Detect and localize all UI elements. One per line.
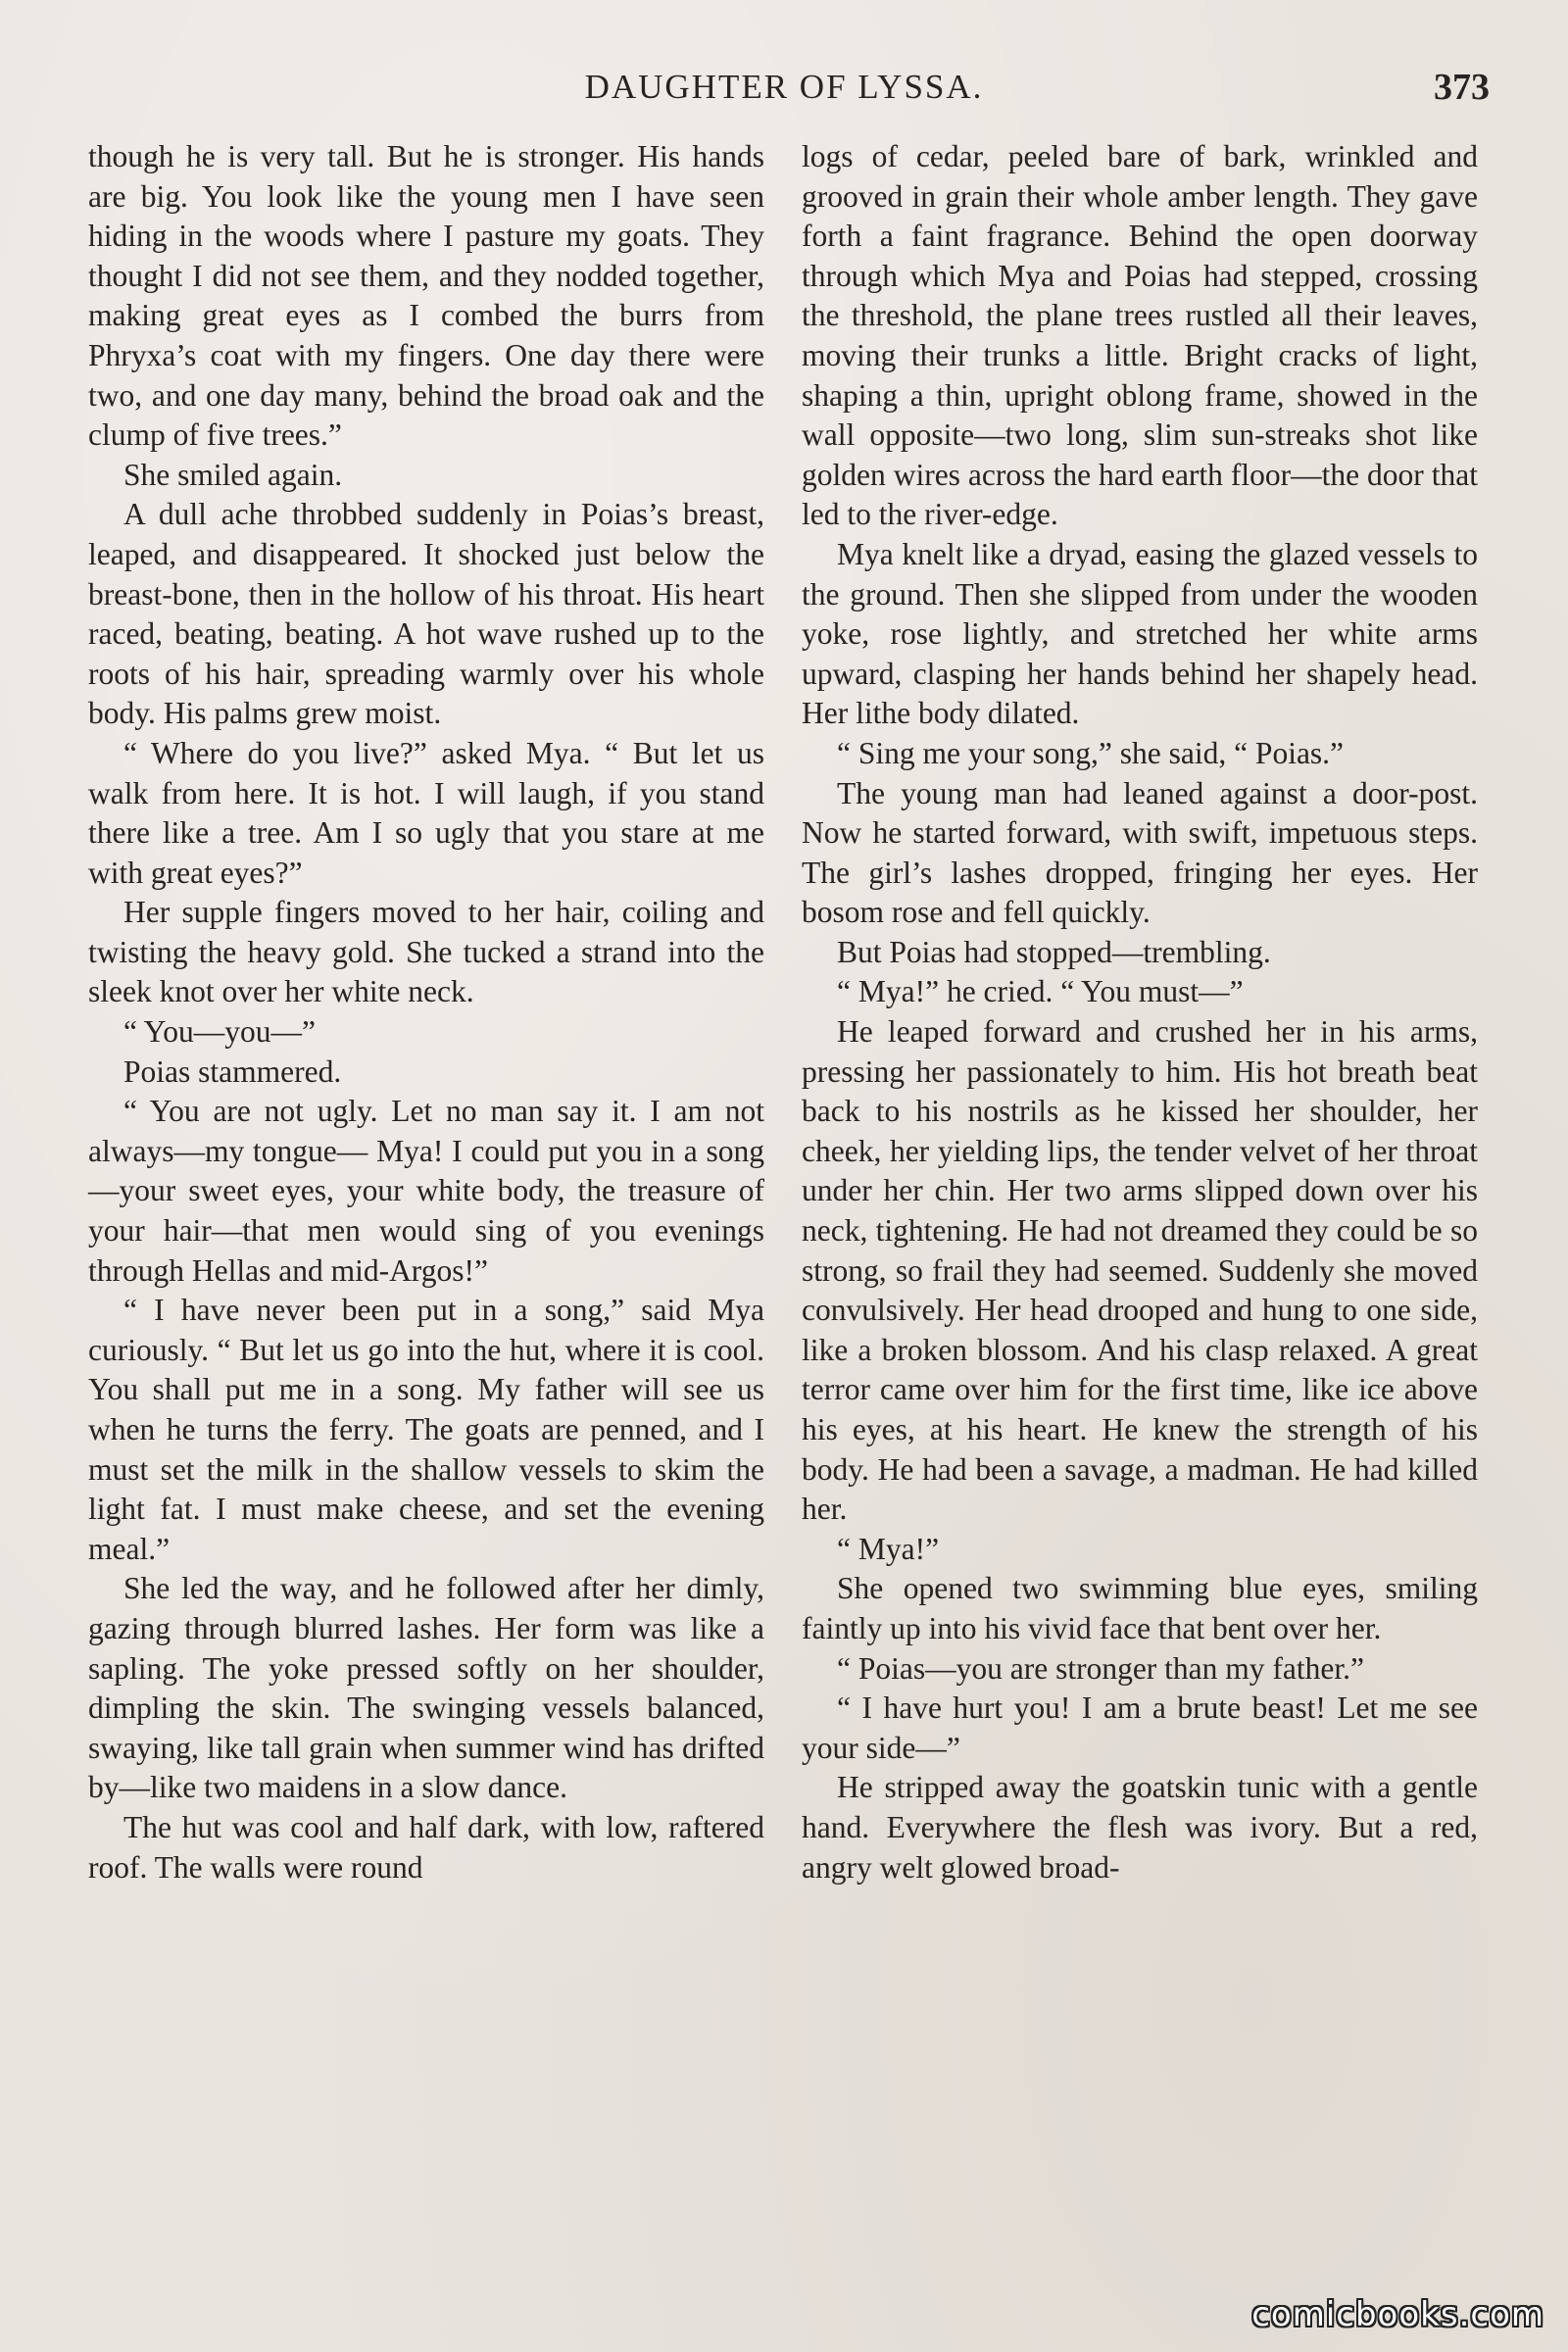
paragraph: “ Where do you live?” asked Mya. “ But let us walk from here. It is hot. I will laugh, if you stand there like a tree. Am I so ugly that you stare at me with great eyes?” bbox=[88, 735, 764, 890]
paragraph: “ Poias—you are stronger than my father.” bbox=[837, 1650, 1364, 1686]
paragraph: Poias stammered. bbox=[123, 1054, 342, 1089]
paragraph: She smiled again. bbox=[123, 457, 343, 492]
paragraph: But Poias had stopped—trembling. bbox=[837, 934, 1271, 969]
paragraph: “ Mya!” he cried. “ You must—” bbox=[837, 974, 1244, 1009]
running-title: DAUGHTER OF LYSSA. bbox=[584, 68, 984, 106]
paragraph: She led the way, and he followed after her dimly, gazing through blurred lashes. Her form was like a sapling. The yoke pressed softly on her shoulder, dimpling the skin. The swinging vessels balanced, swaying, like tall grain when summer wind has drifted by—like two maidens in a slow dance. bbox=[88, 1571, 764, 1805]
page-number: 373 bbox=[1434, 67, 1490, 108]
paragraph: “ You—you—” bbox=[123, 1014, 317, 1050]
paragraph: Mya knelt like a dryad, easing the glazed vessels to the ground. Then she slipped from under the wooden yoke, rose lightly, and stretched her white arms upward, clasping her hands behind her shapely head. Her lithe body dilated. bbox=[802, 536, 1478, 731]
paragraph: The hut was cool and half dark, with low, raftered roof. The walls were round bbox=[88, 1809, 764, 1885]
paragraph: “ Sing me your song,” she said, “ Poias.” bbox=[837, 735, 1345, 770]
paragraph: A dull ache throbbed suddenly in Poias’s breast, leaped, and disappeared. It shocked just below the breast-bone, then in the hollow of his throat. His heart raced, beating, beating. A hot wave rushed up to the roots of his hair, spreading warmly over his whole body. His palms grew moist. bbox=[88, 497, 764, 731]
running-header bbox=[78, 65, 1490, 110]
paragraph: The young man had leaned against a door-post. Now he started forward, with swift, impetuous steps. The girl’s lashes dropped, fringing her eyes. Her bosom rose and fell quickly. bbox=[802, 775, 1478, 930]
paragraph: though he is very tall. But he is stronger. His hands are big. You look like the young men I have seen hiding in the woods where I pasture my goats. They thought I did not see them, and they nodded together, making great eyes as I combed the burrs from Phryxa’s coat with my fingers. One day there were two, and one day many, behind the broad oak and the clump of five trees.” bbox=[88, 139, 764, 453]
paragraph: He stripped away the goatskin tunic with a gentle hand. Everywhere the flesh was ivory. But a red, angry welt glowed broad- bbox=[802, 1770, 1478, 1885]
left-text-column bbox=[88, 137, 764, 1887]
paragraph: He leaped forward and crushed her in his arms, pressing her passionately to him. His hot breath beat back to his nostrils as he kissed her shoulder, her cheek, her yielding lips, the tender velvet of her throat under her chin. Her two arms slipped down over his neck, tightening. He had not dreamed they could be so strong, so frail they had seemed. Suddenly she moved convulsively. Her head drooped and hung to one side, like a broken blossom. And his clasp relaxed. A great terror came over him for the first time, like ice above his eyes, at his heart. He knew the strength of his body. He had been a savage, a madman. He had killed her. bbox=[802, 1014, 1478, 1527]
paragraph: She opened two swimming blue eyes, smiling faintly up into his vivid face that bent over her. bbox=[802, 1571, 1478, 1645]
paragraph: “ I have never been put in a song,” said Mya curiously. “ But let us go into the hut, where it is cool. You shall put me in a song. My father will see us when he turns the ferry. The goats are penned, and I must set the milk in the shallow vessels to skim the light fat. I must make cheese, and set the evening meal.” bbox=[88, 1293, 764, 1566]
paragraph: “ I have hurt you! I am a brute beast! Let me see your side—” bbox=[802, 1690, 1478, 1765]
paragraph: “ Mya!” bbox=[837, 1531, 940, 1566]
source-watermark: comicbooks.com bbox=[1251, 2295, 1544, 2334]
paragraph: logs of cedar, peeled bare of bark, wrinkled and grooved in grain their whole amber length. They gave forth a faint fragrance. Behind the open doorway through which Mya and Poias had stepped, crossing the threshold, the plane trees rustled all their leaves, moving their trunks a little. Bright cracks of light, shaping a thin, upright oblong frame, showed in the wall opposite—two long, slim sun-streaks shot like golden wires across the hard earth floor—the door that led to the river-edge. bbox=[802, 139, 1478, 532]
paragraph: “ You are not ugly. Let no man say it. I am not always—my tongue— Mya! I could put you in a song—your sweet eyes, your white body, the treasure of your hair—that men would sing of you evenings through Hellas and mid-Argos!” bbox=[88, 1094, 764, 1288]
paragraph: Her supple fingers moved to her hair, coiling and twisting the heavy gold. She tucked a strand into the sleek knot over her white neck. bbox=[88, 895, 764, 1009]
right-text-column bbox=[802, 137, 1478, 1887]
